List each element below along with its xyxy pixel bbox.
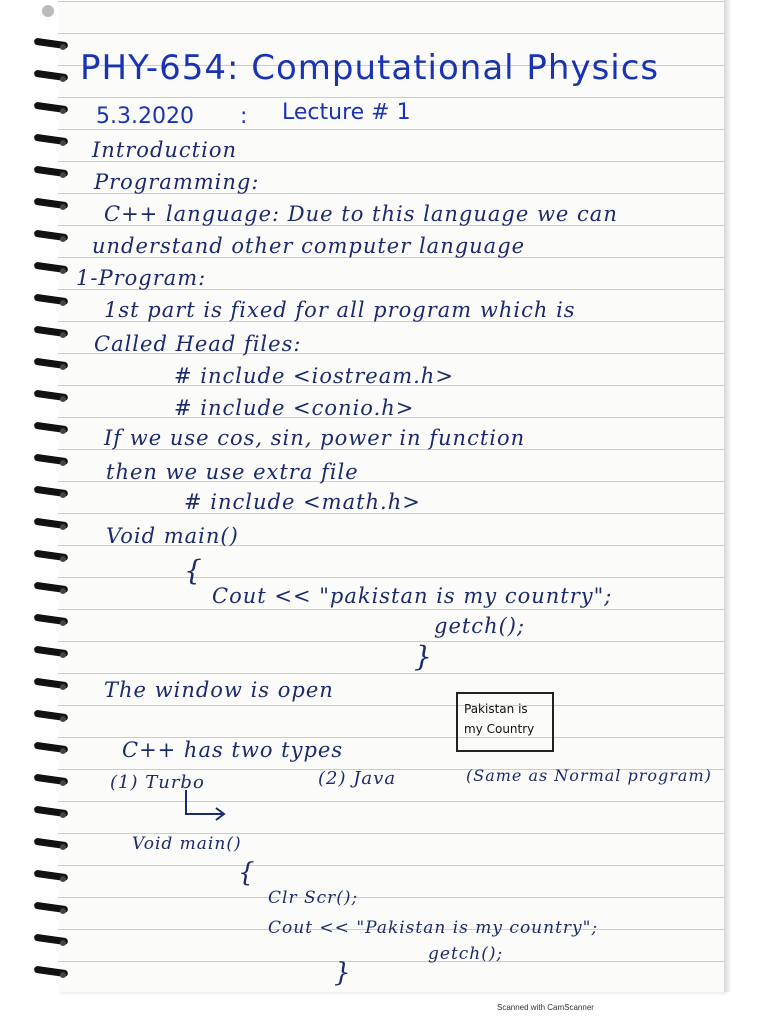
spiral-hole (60, 332, 66, 338)
spiral-hole (60, 364, 66, 370)
spiral-hole (60, 300, 66, 306)
note-line: Called Head files: (94, 332, 302, 356)
lecture-date: 5.3.2020 (96, 104, 194, 129)
note-line: If we use cos, sin, power in function (104, 426, 526, 450)
spiral-hole (60, 524, 66, 530)
code-line: getch(); (434, 614, 526, 638)
note-line: 1-Program: (76, 266, 207, 290)
spiral-hole (60, 620, 66, 626)
code-line: # include <iostream.h> (174, 364, 454, 388)
spiral-hole (60, 748, 66, 754)
code-brace: } (414, 640, 433, 673)
down-right-arrow-icon (180, 788, 230, 822)
spiral-hole (60, 396, 66, 402)
spiral-hole (60, 108, 66, 114)
spiral-hole (60, 940, 66, 946)
code-brace: { (184, 554, 203, 587)
code-line: getch(); (428, 944, 504, 964)
page-title: PHY-654: Computational Physics (80, 48, 660, 88)
code-line: Cout << "pakistan is my country"; (212, 584, 613, 608)
note-line: 1st part is fixed for all program which is (104, 298, 576, 322)
spiral-hole (60, 812, 66, 818)
note-line: (1) Turbo (110, 772, 205, 793)
note-line: understand other computer language (92, 234, 526, 258)
box-text-line-2: my Country (464, 722, 535, 736)
spiral-hole (60, 972, 66, 978)
spiral-hole (60, 556, 66, 562)
code-line: Clr Scr(); (268, 888, 359, 908)
code-line: # include <conio.h> (174, 396, 415, 420)
note-line: C++ has two types (122, 738, 344, 762)
spiral-hole (60, 716, 66, 722)
note-line: then we use extra file (106, 460, 359, 484)
note-line: (2) Java (318, 768, 397, 789)
spiral-hole (60, 844, 66, 850)
note-line: (Same as Normal program) (466, 766, 712, 785)
code-line: Void main() (132, 834, 242, 854)
spiral-hole (60, 140, 66, 146)
spiral-hole (60, 908, 66, 914)
spiral-hole (60, 492, 66, 498)
note-line: Programming: (94, 170, 260, 194)
spiral-hole (60, 428, 66, 434)
code-brace: { (238, 858, 256, 888)
spiral-hole (60, 44, 66, 50)
page-edge-shadow (724, 0, 732, 992)
spiral-hole (60, 588, 66, 594)
spiral-binding (0, 0, 70, 1000)
output-window-box (456, 692, 554, 752)
code-brace: } (334, 958, 352, 988)
note-line: C++ language: Due to this language we can (104, 202, 618, 226)
spiral-hole (60, 204, 66, 210)
spiral-hole (60, 236, 66, 242)
code-line: Cout << "Pakistan is my country"; (268, 918, 599, 938)
note-line: The window is open (104, 678, 334, 702)
lecture-number: Lecture # 1 (282, 100, 411, 125)
spiral-hole (60, 76, 66, 82)
spiral-hole (60, 780, 66, 786)
spiral-hole (60, 876, 66, 882)
code-line: Void main() (106, 524, 239, 548)
date-separator: : (240, 104, 248, 129)
note-line: Introduction (92, 138, 237, 162)
spiral-hole (60, 460, 66, 466)
box-text-line-1: Pakistan is (464, 702, 528, 716)
spiral-hole (60, 172, 66, 178)
spiral-hole (60, 684, 66, 690)
spiral-hole (60, 268, 66, 274)
code-line: # include <math.h> (184, 490, 421, 514)
spiral-hole (60, 652, 66, 658)
scanner-watermark: Scanned with CamScanner (497, 1003, 594, 1012)
